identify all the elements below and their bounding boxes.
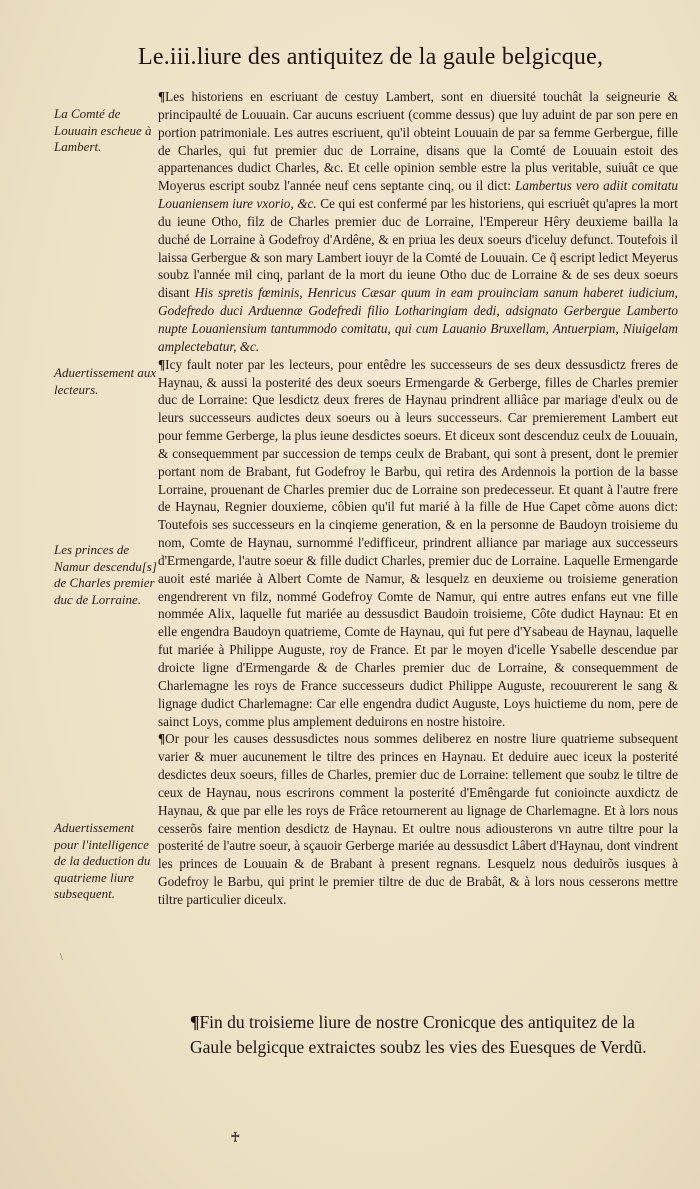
- paragraph-text: Ce qui est confermé par les historiens, qui escriuêt qu'apres la mort du ieune Otho, filz de Charles premier duc de Lorraine, l'Empereur Hêry deuxieme bailla la duché de Lorraine à Godefroy d'Ardêne, & en priua les deux soeurs d'iceluy defunct. Toutefois il laissa Gerbergue & son mary Lambert iouyr de la Comté de Louuain. Ce q̃ escript ledict Meyerus soubz l'année mil cinq, parlant de la mort du ieune Otho duc de Lorraine & de ses deux soeurs disant: [158, 196, 678, 301]
- paragraph-text: Or pour les causes dessusdictes nous sommes deliberez en nostre liure quatrieme subsequent varier & muer aucunement le tiltre des princes en Haynau. Et deduire auec iceux la posterité desdictes deux soeurs, filles de Charles, premier duc de Lorraine: tellement que soubz le tiltre de ceux de Haynau, nous escrirons comment la posterité d'Emêngarde fut conioincte auxdictz de Haynau, & que par elle les roys de Frâce retournerent au lignage de Charlemagne. Et à lors nous cesserõs faire mention desdictz de Haynau. Et oultre nous adiousterons vn autre tiltre pour la posterité de l'autre soeur, à sçauoir Gerberge mariée au dessusdict Lâbert d'Haynau, dont vindrent les princes de Louuain & de Brabant à present regnans. Lesquelz nous deduirõs iusques à Godefroy le Barbu, qui print le premier tiltre de duc de Brabât, & à lors nous cesserons mettre tiltre particulier diceulx.: [158, 731, 678, 907]
- main-text-block: [158, 88, 678, 909]
- margin-note-princes-namur: Les princes de Namur descendu[s] de Charles premier duc de Lorraine.: [54, 542, 157, 607]
- pilcrow-mark: ¶: [158, 731, 166, 747]
- paragraph-text: Les historiens en escriuant de cestuy Lambert, sont en diuersité touchât la seigneurie & principaulté de Louuain. Car aucuns escriuent (comme dessus) que luy aduint de par son pere en portion patrimoniale. Les autres escriuent, qu'il obteint Louuain de par sa femme Gerbergue, fille de Charles, qui fut premier duc de Lorraine, disans que la Comté de Louuain estoit des appartenances dudict Charles, &c. Et celle opinion semble estre la plus veritable, suiuât ce que Moyerus escript soubz l'année neuf cens septante cinq, ou il dict:: [158, 89, 678, 194]
- colophon-text: Fin du troisieme liure de nostre Cronicque des antiquitez de la Gaule belgicque extraictes soubz les vies des Euesques de Verdũ.: [190, 1012, 647, 1057]
- paragraph-or-pour-les-causes: [158, 730, 678, 908]
- pilcrow-mark: ¶: [190, 1012, 200, 1032]
- latin-quotation: Lambertus vero adiit comitatu Louaniensem iure vxorio, &c.: [158, 178, 679, 212]
- paragraph-icy-fault-noter: [158, 356, 678, 731]
- pilcrow-mark: ¶: [158, 356, 166, 372]
- margin-note-aduertissement-quatrieme-liure: Aduertissement pour l'intelligence de la deduction du quatrieme liure subsequent.: [54, 820, 151, 901]
- margin-note-comte-louuain: La Comté de Louuain escheue à Lambert.: [54, 106, 152, 154]
- book-colophon: [190, 1010, 670, 1060]
- small-printer-mark: \: [60, 952, 63, 963]
- paragraph-lambert: [158, 88, 678, 356]
- running-header: Le.iii.liure des antiquitez de la gaule belgicque,: [138, 44, 604, 70]
- paragraph-text: Icy fault noter par les lecteurs, pour entêdre les successeurs de ses deux dessusdictz freres de Haynau, & aussi la posterité des deux soeurs Ermengarde & Gerberge, filles de Charles premier duc de Lorraine: Que lesdictz deux freres de Haynau prindrent alliâce par mariage d'eulx ou de leurs successeurs audictes deux soeurs ou à leurs successeurs. Car premierement Lambert eut pour femme Gerberge, la plus ieune desdictes soeurs. Et diceux sont descenduz ceulx de Louuain, & consequemment par succession de temps ceulx de Brabant, qui sont à present, dont le premier portant nom de Brabant, fut Godefroy le Barbu, qui retira des Ardennois la portion de la basse Lorraine, prouenant de Charles premier duc de Lorraine son predecesseur. Et quant à l'autre frere de Haynau, Regnier douxieme, côbien qu'il fut marié à la fille de Hue Capet cõme auons dict: Toutefois ses successeurs en la cinqieme generation, & en la personne de Baudoyn troisieme du nom, Comte de Haynau, surnommé l'edifficeur, prindrent alliance par mariage aux successeurs d'Ermengarde, l'autre soeur & fille dudict Charles, premier duc de Lorraine. Laquelle Ermengarde auoit esté mariée à Albert Comte de Namur, & lesquelz en deuxieme ou troisieme generation engendrerent vn filz, nommé Godefroy Comte de Namur, qui entre autres enfans eut vne fille nommée Alix, laquelle fut mariée au dessusdict Baudoin troisieme, Côte dudict Haynau: Et en elle engendra Baudoyn quatrieme, Comte de Haynau, qui fut pere d'Ysabeau de Haynau, laquelle fut mariée à Philippe Auguste, roy de France. Et par le moyen d'icelle Ysabelle descendue par droicte ligne d'Ermengarde & de Charles premier duc de Lorraine, & consequemment de Charlemagne les roys de France successeurs dudict Philippe Auguste, recouurerent le sang & lignage dudict Charlemagne: Car elle engendra dudict Auguste, Loys huictieme du nom, pere de sainct Loys, comme plus amplement deduirons en nostre histoire.: [158, 356, 678, 729]
- pilcrow-mark: ¶: [158, 89, 166, 104]
- latin-quotation: His spretis fœminis, Henricus Cæsar quum in eam prouinciam sanum haberet iudicium, Godefredo duci Arduennæ Godefredi filio Lotharingiam dedi, adsignato Gerbergue Lamberto nupte Louaniensium tantummodo comitatu, qui cum Lauanio Bruxellam, Antuerpiam, Niuigelam amplectebatur, &c.: [158, 285, 678, 354]
- signature-mark: ♰: [230, 1131, 241, 1146]
- margin-note-aduertissement-lecteurs: Aduertissement aux lecteurs.: [54, 365, 157, 397]
